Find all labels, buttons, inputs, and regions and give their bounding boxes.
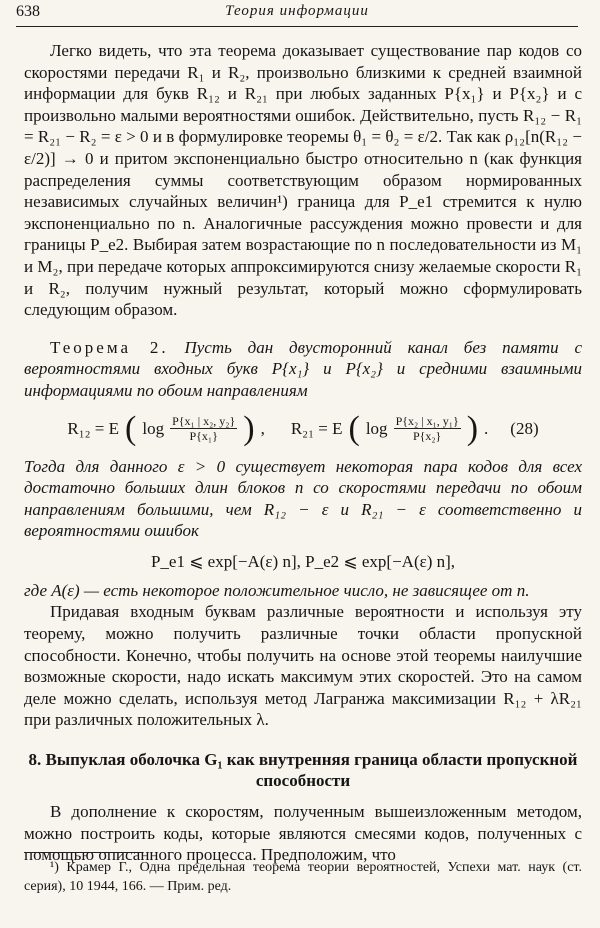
section-heading: 8. Выпуклая оболочка G₁ как внутренняя граница области пропускной способности [28, 750, 578, 791]
eq28-denominator-2: P{x₂} [412, 429, 442, 443]
page-header [16, 0, 578, 27]
footnote: ¹) Крамер Г., Одна предельная теорема теории вероятностей, Успехи мат. наук (ст. серия), 10 1944, 166. — Прим. ред. [24, 860, 582, 894]
theorem-statement: Пусть дан двусторонний канал без памяти с вероятностями входных букв P{x₁} и P{x₂} и средними взаимными информациями по обоим направлениям [24, 337, 583, 400]
running-title: Теория информации [225, 3, 369, 19]
eq28-paren-close-2: ) [466, 409, 479, 447]
eq28-numerator-1: P{x₁ | x₂, y₂} [172, 414, 236, 428]
page-body [24, 40, 582, 866]
eq28-denominator-1: P{x₁} [189, 429, 218, 443]
eq28-lhs-r21: R₂₁ = E [290, 418, 343, 438]
paragraph-section-8: В дополнение к скоростям, полученным вышеизложенным методом, можно построить коды, которые являются смесями кодов, полученных с помощью описанного процесса. Предположим, что [24, 802, 582, 865]
theorem-conclusion: Тогда для данного ε > 0 существует некоторая пара кодов для всех достаточно больших длин блоков n со скоростями передачи по обоим направлениям большими, чем R₁₂ − ε и R₂₁ − ε соответственно и вероятностями ошибок [24, 456, 582, 541]
eq28-paren-open-1: ( [125, 409, 137, 447]
eq28-fraction-2 [394, 414, 461, 443]
equation-number: (28) [510, 418, 539, 438]
eq28-comma: , [260, 418, 265, 438]
error-bounds-formula: P_e1 ⩽ exp[−A(ε) n], P_e2 ⩽ exp[−A(ε) n], [150, 551, 456, 571]
footnote-rule [24, 852, 142, 853]
eq28-lhs-r12: R₁₂ = E [67, 418, 120, 438]
theorem-label: Теорема 2. [50, 337, 169, 357]
paragraph-lagrange: Придавая входным буквам различные вероятности и используя эту теорему, можно получить различные точки области пропускной способности. Конечно, чтобы получить на основе этой теоремы наилучшие возможные скорости, надо искать максимум этих скоростей. Это на самом деле можно сделать, используя метод Лагранжа максимизации R₁₂ + λR₂₁ при различных положительных λ. [24, 602, 582, 730]
eq28-period: . [484, 418, 489, 438]
eq28-log-1: log [142, 418, 165, 438]
equation-28 [24, 409, 582, 447]
eq28-paren-open-2: ( [348, 409, 360, 447]
paragraph-proof-remark: Легко видеть, что эта теорема доказывает существование пар кодов со скоростями передачи R₁ и R₂, произвольно близкими к средней взаимной информации для букв R₁₂ и R₂₁ при любых заданных P{x₁} и P{x₂} и с произвольно малыми вероятностями ошибок. Действительно, пусть R₁₂ − R₁ = R₂₁ − R₂ = ε > 0 и в формулировке теоремы θ₁ = θ₂ = ε/2. Так как ρ₁₂[n(R₁₂ − ε/2)] → 0 и притом экспоненциально быстро относительно n (как функция распределения суммы соответствующим образом нормированных независимых случайных величин¹) граница для P_e1 стремится к нулю экспоненциально по n. Аналогичные рассуждения можно провести и для границы P_e2. Выбирая затем возрастающие по n последовательности из M₁ и M₂, при передаче которых аппроксимируются снизу желаемые скорости R₁ и R₂, получим нужный результат, который можно сформулировать следующим образом. [24, 41, 582, 320]
eq28-paren-close-1: ) [243, 409, 255, 447]
eq28-fraction-1 [170, 414, 237, 443]
theorem-note: где A(ε) — есть некоторое положительное число, не зависящее от n. [24, 580, 530, 600]
theorem-2 [24, 337, 582, 402]
eq28-numerator-2: P{x₂ | x₁, y₁} [395, 414, 459, 428]
page-number: 638 [16, 3, 40, 20]
eq28-log-2: log [365, 418, 388, 438]
